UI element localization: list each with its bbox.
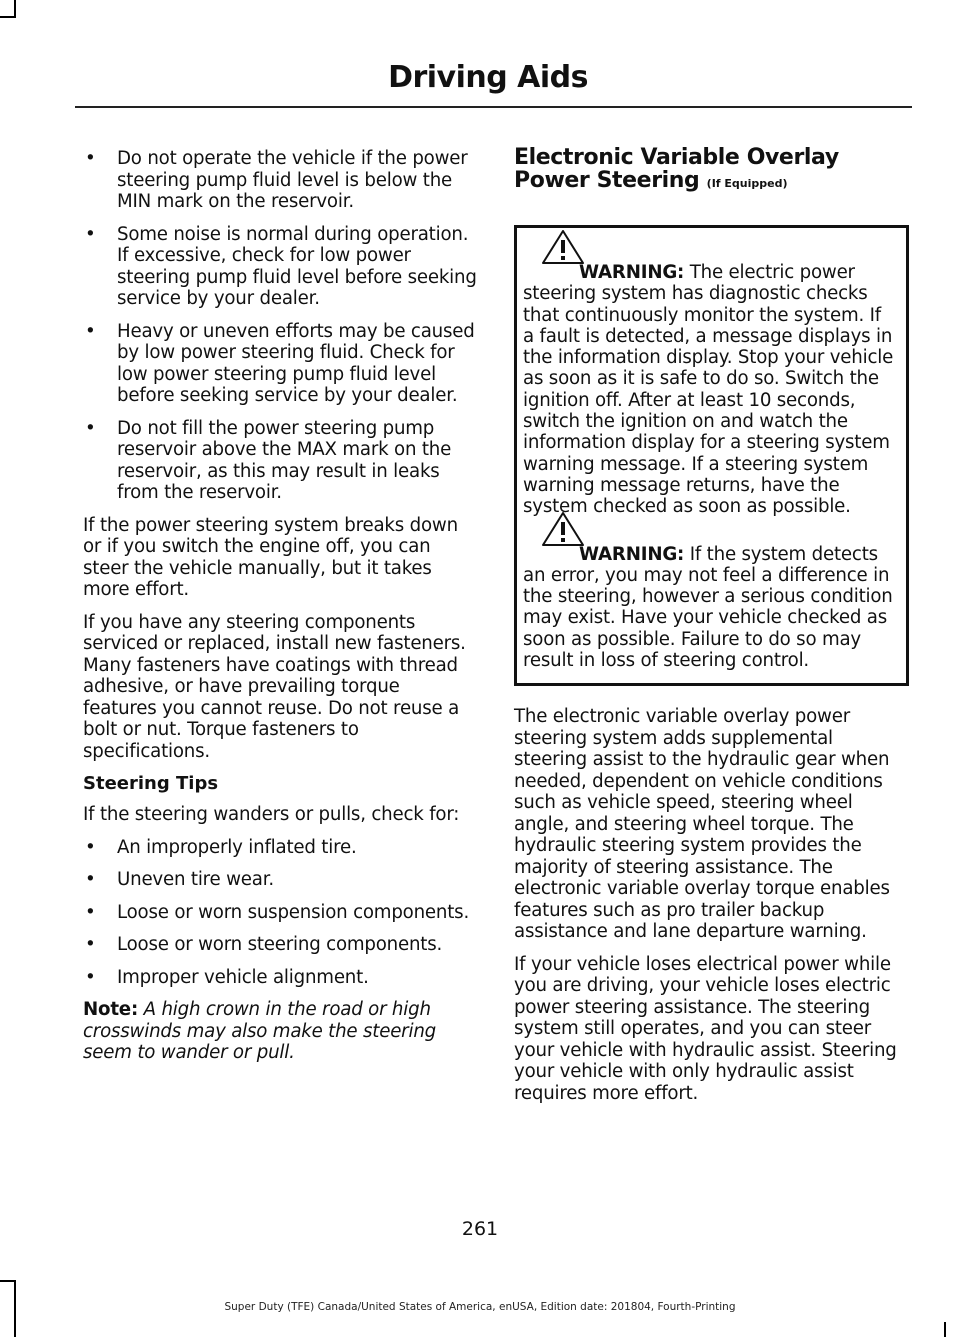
- warning-triangle-icon: [541, 511, 585, 547]
- list-item: • Do not operate the vehicle if the power steering pump fluid level is below the MIN mark on the reservoir.: [85, 148, 468, 212]
- warning-label: WARNING:: [579, 543, 685, 565]
- paragraph-power-loss: If your vehicle loses electrical power while you are driving, your vehicle loses electric power steering assistance. The steering system still operates, and you can steer your vehicle with hydraulic assist. Steering your vehicle with only hydraulic assist requires more effort.: [514, 953, 897, 1104]
- warning-triangle-icon: [541, 229, 585, 265]
- fluid-bullet-list: [83, 148, 478, 504]
- paragraph-fasteners: If you have any steering components serviced or replaced, install new fasteners. Many fasteners have coatings with thread adhesive, or have prevailing torque features you cannot reuse. Do not reuse a bolt or nut. Torque fasteners to specifications.: [83, 611, 466, 762]
- crop-mark-bottom-right-vertical: [944, 1322, 946, 1337]
- crop-mark-bottom-left-horizontal: [0, 1280, 16, 1282]
- list-item: • Loose or worn steering components.: [85, 934, 443, 955]
- right-column: [514, 146, 909, 1115]
- warning-label: WARNING:: [579, 262, 685, 283]
- crop-mark-top-left-horizontal: [0, 16, 16, 18]
- left-column: [83, 148, 478, 1075]
- warning-text: The electric power steering system has diagnostic checks that continuously monitor the system. If a fault is detected, a message displays in the information display. Stop your vehicle as soon as it is safe to do so. Switch the ignition off. After at least 10 seconds, switch the ignition on and watch the information display for a steering system warning message. If a steering system warning message returns, have the system checked as soon as possible.: [523, 262, 894, 518]
- page-title: Driving Aids: [388, 60, 588, 95]
- section-heading: [514, 146, 909, 195]
- list-item: • Improper vehicle alignment.: [85, 966, 369, 988]
- note-label: Note:: [83, 999, 139, 1020]
- paragraph-manual-steering: If the power steering system breaks down or if you switch the engine off, you can steer the vehicle manually, but it takes more effort.: [83, 514, 458, 600]
- edition-footer: Super Duty (TFE) Canada/United States of America, enUSA, Edition date: 201804, Fourth-Printing: [224, 1301, 736, 1313]
- section-title-text: Electronic Variable Overlay Power Steering: [514, 145, 839, 193]
- warning-text: If the system detects an error, you may not feel a difference in the steering, however a serious condition may exist. Have your vehicle checked as soon as possible. Failure to do so may result in loss of steering control.: [523, 543, 893, 672]
- warning-1: [523, 262, 896, 518]
- list-item: • Loose or worn suspension components.: [85, 901, 470, 923]
- note: [83, 999, 478, 1064]
- steering-tips-intro: If the steering wanders or pulls, check for:: [83, 804, 460, 825]
- steering-tips-list: [83, 837, 478, 989]
- list-item: • An improperly inflated tire.: [85, 836, 357, 858]
- list-item: • Some noise is normal during operation. If excessive, check for low power steering pump fluid level before seeking service by your dealer.: [85, 223, 477, 309]
- paragraph-system-description: The electronic variable overlay power steering system adds supplemental steering assist to the hydraulic gear when needed, dependent on vehicle conditions such as vehicle speed, steering wheel angle, and steering wheel torque. The hydraulic steering system provides the majority of steering assistance. The electronic variable overlay torque enables features such as pro trailer backup assistance and lane departure warning.: [514, 706, 890, 943]
- note-text: A high crown in the road or high crosswinds may also make the steering seem to wander or pull.: [83, 999, 436, 1063]
- header-rule: [75, 106, 912, 108]
- if-equipped-tag: (If Equipped): [706, 177, 788, 190]
- steering-tips-heading: Steering Tips: [83, 773, 219, 794]
- warning-2: [523, 544, 896, 672]
- list-item: • Heavy or uneven efforts may be caused by low power steering fluid. Check for low power steering pump fluid level before seeking service by your dealer.: [85, 320, 475, 406]
- list-item: • Do not fill the power steering pump reservoir above the MAX mark on the reservoir, as this may result in leaks from the reservoir.: [85, 417, 452, 503]
- list-item: • Uneven tire wear.: [85, 869, 274, 890]
- page-number: 261: [461, 1218, 499, 1240]
- warning-box: [514, 225, 909, 686]
